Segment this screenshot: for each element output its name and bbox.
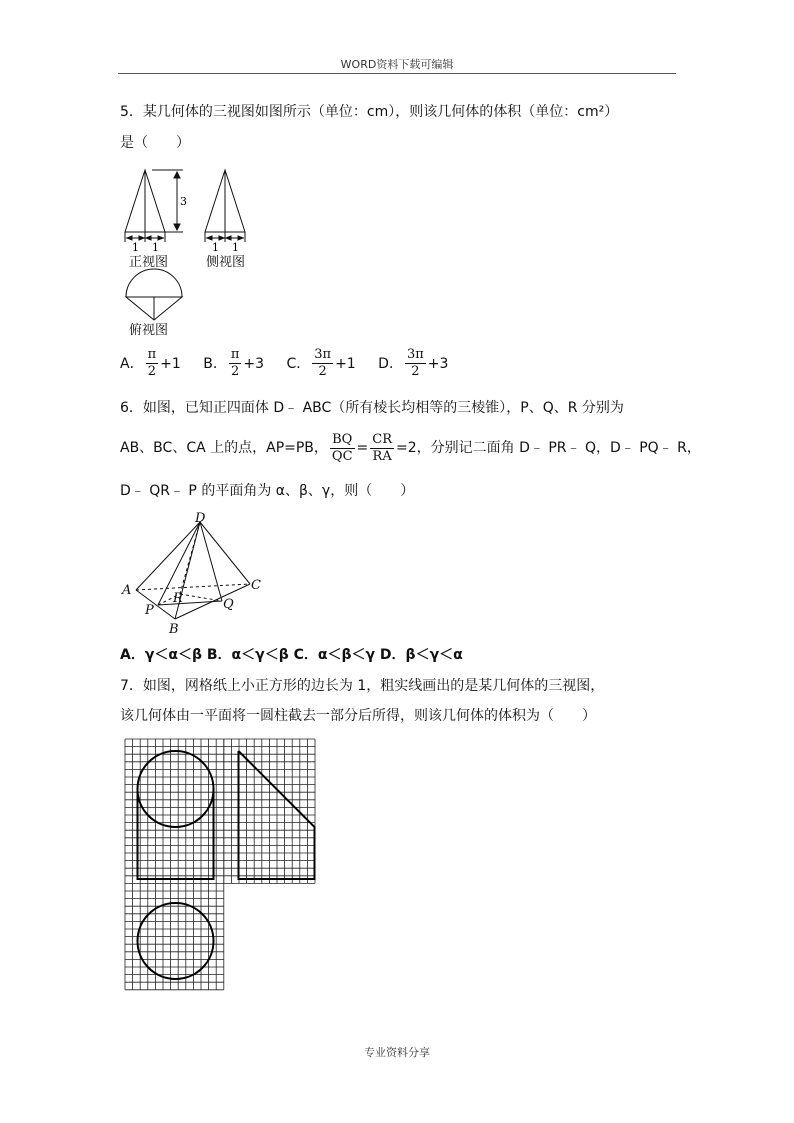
q7-grid-figure — [122, 737, 332, 997]
q6-options[interactable]: A．γ＜α＜β B．α＜γ＜β C．α＜β＜γ D．β＜γ＜α — [120, 647, 463, 663]
q7-top-circle — [138, 903, 214, 979]
q6-line2: AB、BC、CA 上的点，AP=PB， $\frac{BQ}{QC}$ = $\frac{CR}{RA}$ =2，分别记二面角 D﹣ PR﹣ Q，D﹣ PQ﹣ R， — [120, 431, 701, 464]
q5-option-a[interactable]: A． $\frac{\pi}{2}$ +1 — [120, 347, 181, 379]
q5-side-view — [205, 170, 245, 242]
q6-line3: D﹣ QR﹣ P 的平面角为 α、β、γ，则（ ） — [120, 483, 415, 499]
page-footer: 专业资料分享 — [364, 1046, 430, 1059]
q5-front-view — [125, 170, 183, 242]
q5-options — [120, 347, 466, 380]
q7-grid-lines — [125, 739, 315, 990]
q5-dim-height: 3 — [180, 195, 187, 208]
q6-point-q: Q — [223, 597, 234, 612]
q5-top-view-label: 俯视图 — [129, 323, 169, 338]
q6-frac-bq-qc: $\frac{BQ}{QC}$ — [331, 431, 353, 464]
q6-tetrahedron-figure — [120, 512, 280, 640]
q6-line1: 6．如图，已知正四面体 D﹣ ABC（所有棱长均相等的三棱锥），P、Q、R 分别为 — [120, 400, 624, 416]
q6-point-a: A — [122, 583, 132, 598]
page-header: WORD资料下载可编辑 — [340, 58, 454, 71]
q5-option-d[interactable]: D． $\frac{3\pi}{2}$ +3 — [378, 347, 449, 379]
q5-option-c[interactable]: C． $\frac{3\pi}{2}$ +1 — [286, 347, 356, 379]
q7-line1: 7．如图，网格纸上小正方形的边长为 1，粗实线画出的是某几何体的三视图， — [120, 678, 605, 694]
q5-side-dim-left-1: 1 — [212, 241, 219, 254]
q5-front-view-label: 正视图 — [129, 255, 169, 270]
q5-dim-left-1: 1 — [132, 241, 139, 254]
q6-point-p: P — [145, 603, 154, 618]
q6-point-r: R — [173, 591, 183, 606]
q7-thick-outlines — [138, 751, 315, 979]
q5-side-dim-right-1: 1 — [232, 241, 239, 254]
q5-top-view — [126, 269, 182, 320]
q6-point-c: C — [251, 578, 261, 593]
q6-point-d: D — [195, 512, 206, 526]
q5-line2: 是（ ） — [120, 135, 190, 151]
q5-side-view-label: 侧视图 — [206, 255, 246, 270]
q5-option-b[interactable]: B． $\frac{\pi}{2}$ +3 — [203, 347, 265, 379]
q7-front-circle — [138, 751, 214, 827]
q5-dim-right-1: 1 — [152, 241, 159, 254]
q5-line1: 5．某几何体的三视图如图所示（单位：cm），则该几何体的体积（单位：cm²） — [120, 104, 619, 120]
q7-front-rect — [138, 789, 214, 879]
header-divider — [118, 73, 676, 74]
q6-frac-cr-ra: $\frac{CR}{RA}$ — [372, 431, 393, 464]
q7-line2: 该几何体由一平面将一圆柱截去一部分后所得，则该几何体的体积为（ ） — [120, 708, 596, 724]
q6-point-b: B — [169, 622, 179, 637]
